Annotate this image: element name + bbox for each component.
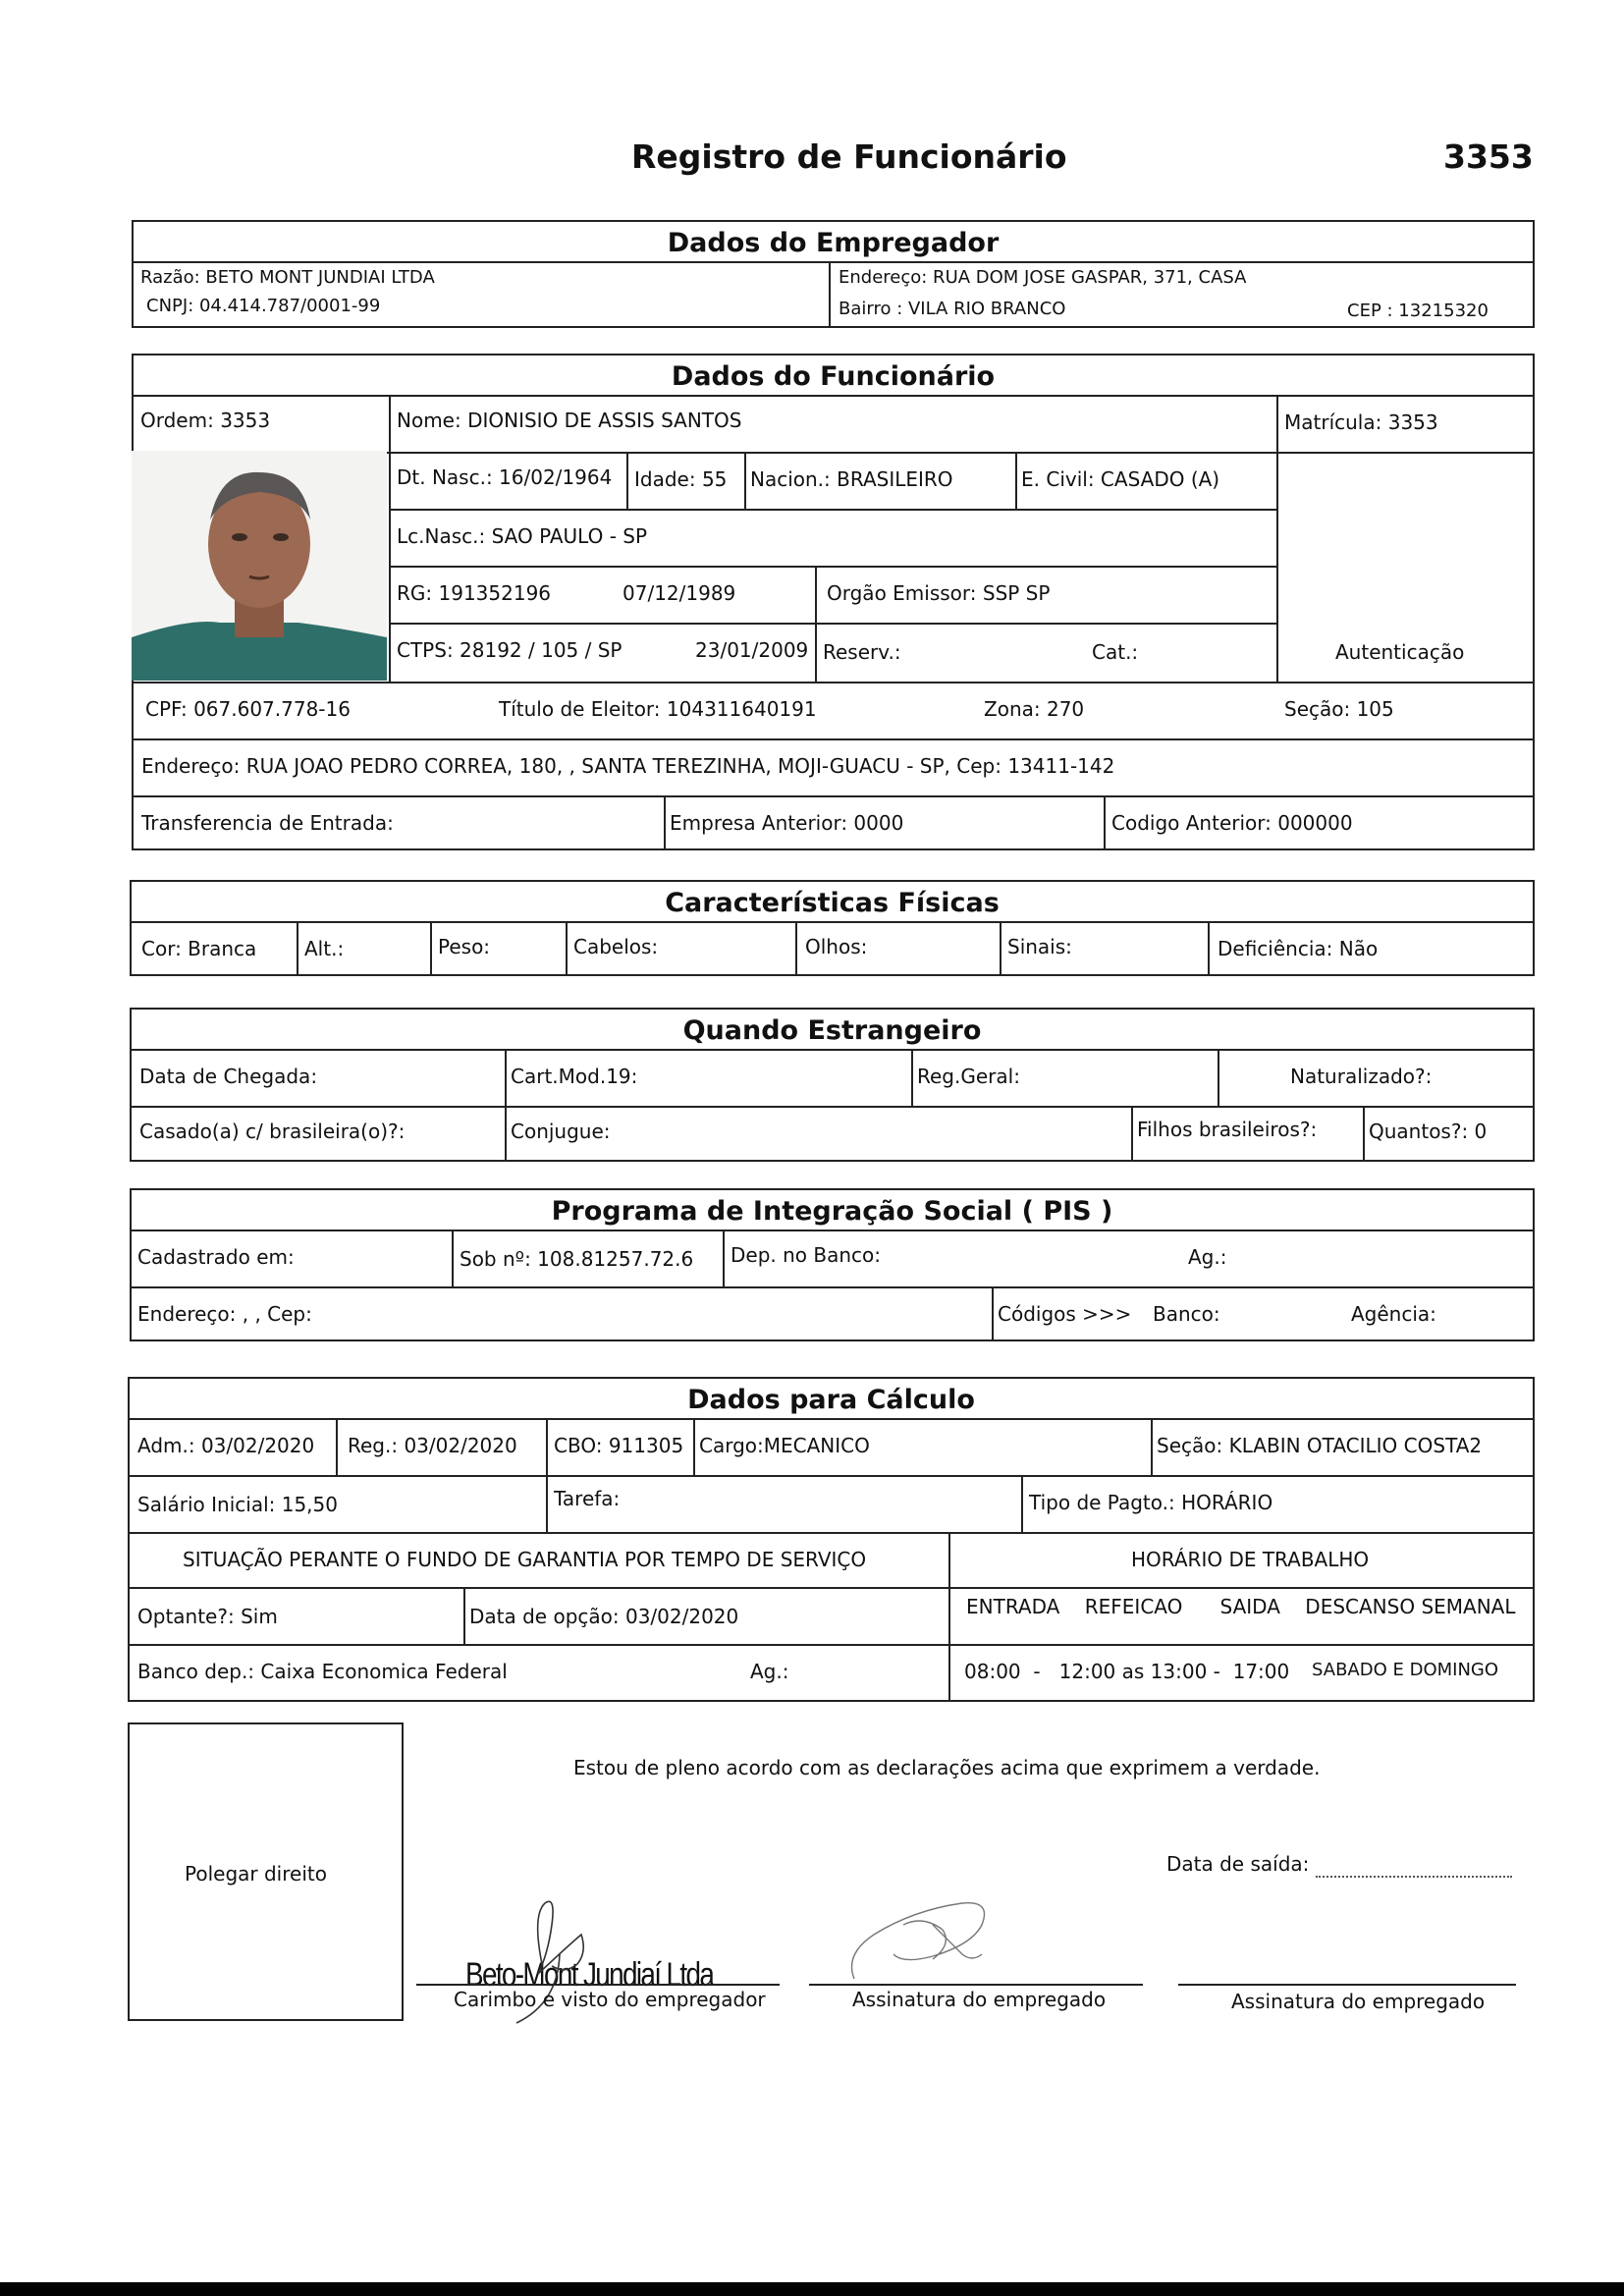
job-title: Cargo:MECANICO — [699, 1434, 870, 1457]
work-section: Seção: KLABIN OTACILIO COSTA2 — [1157, 1434, 1483, 1457]
thumbprint-box — [128, 1722, 404, 2021]
employer-signature-line — [416, 1984, 780, 1986]
schedule-times: 08:00 - 12:00 as 13:00 - 17:00 — [964, 1660, 1290, 1683]
agreement-statement: Estou de pleno acordo com as declarações acima que exprimem a verdade. — [573, 1756, 1321, 1779]
employee-signature-label-1: Assinatura do empregado — [852, 1988, 1107, 2011]
pis-branch: Ag.: — [1188, 1245, 1227, 1269]
skin-color: Cor: Branca — [141, 937, 257, 960]
pis-number: Sob nº: 108.81257.72.6 — [460, 1247, 694, 1271]
disability-field: Deficiência: Não — [1218, 937, 1379, 960]
physical-section — [130, 880, 1535, 976]
foreigner-section-title: Quando Estrangeiro — [682, 1015, 982, 1046]
brazilian-children: Filhos brasileiros?: — [1137, 1118, 1318, 1141]
employee-birthdate: Dt. Nasc.: 16/02/1964 — [397, 465, 613, 489]
employee-ctps: CTPS: 28192 / 105 / SP — [397, 638, 623, 662]
previous-company: Empresa Anterior: 0000 — [670, 811, 904, 835]
foreigner-section — [130, 1008, 1535, 1162]
fgts-title: SITUAÇÃO PERANTE O FUNDO DE GARANTIA POR TEMPO DE SERVIÇO — [183, 1548, 867, 1571]
pis-bank-deposit: Dep. no Banco: — [731, 1243, 882, 1267]
employer-stamp-label: Carimbo e visto do empregador — [454, 1988, 766, 2011]
page-title: Registro de Funcionário — [631, 137, 1067, 176]
employer-cnpj: CNPJ: 04.414.787/0001-99 — [146, 296, 381, 316]
employee-voter-id: Título de Eleitor: 104311640191 — [499, 697, 817, 721]
transfer-entry: Transferencia de Entrada: — [141, 811, 394, 835]
employee-cat: Cat.: — [1092, 640, 1139, 664]
employer-section — [132, 220, 1535, 328]
pis-section-title: Programa de Integração Social ( PIS ) — [551, 1196, 1113, 1227]
arrival-date: Data de Chegada: — [139, 1065, 318, 1088]
scan-border — [0, 2282, 1624, 2296]
employee-issuer: Orgão Emissor: SSP SP — [827, 581, 1051, 605]
employee-signature — [835, 1886, 1031, 1994]
eyes-field: Olhos: — [805, 935, 868, 958]
registration-date: Reg.: 03/02/2020 — [348, 1434, 517, 1457]
employee-nationality: Nacion.: BRASILEIRO — [750, 467, 953, 491]
pis-registered-on: Cadastrado em: — [137, 1245, 295, 1269]
employee-civil-status: E. Civil: CASADO (A) — [1021, 467, 1220, 491]
payment-type: Tipo de Pagto.: HORÁRIO — [1029, 1491, 1273, 1514]
employee-section-number: Seção: 105 — [1284, 697, 1394, 721]
registration-number: 3353 — [1443, 137, 1534, 176]
pis-bank: Banco: — [1153, 1302, 1220, 1326]
marks-field: Sinais: — [1007, 935, 1072, 958]
weekly-rest: SABADO E DOMINGO — [1312, 1660, 1499, 1680]
employee-name: Nome: DIONISIO DE ASSIS SANTOS — [397, 409, 742, 432]
employee-rg-date: 07/12/1989 — [623, 581, 736, 605]
fgts-bank: Banco dep.: Caixa Economica Federal — [137, 1660, 508, 1683]
employee-rg: RG: 191352196 — [397, 581, 552, 605]
employee-signature-label-2: Assinatura do empregado — [1231, 1990, 1486, 2013]
height-field: Alt.: — [304, 937, 345, 960]
employee-birthplace: Lc.Nasc.: SAO PAULO - SP — [397, 524, 648, 548]
employee-photo — [132, 451, 387, 681]
employee-cpf: CPF: 067.607.778-16 — [145, 697, 351, 721]
physical-section-title: Características Físicas — [665, 888, 1000, 918]
employer-razao: Razão: BETO MONT JUNDIAI LTDA — [140, 267, 435, 288]
company-stamp: Beto-Mont Jundiaí Ltda — [465, 1956, 714, 1994]
naturalized: Naturalizado?: — [1290, 1065, 1433, 1088]
employer-address: Endereço: RUA DOM JOSE GASPAR, 371, CASA — [839, 267, 1247, 288]
fgts-option-date: Data de opção: 03/02/2020 — [469, 1605, 739, 1628]
employer-bairro: Bairro : VILA RIO BRANCO — [839, 299, 1066, 319]
weight-field: Peso: — [438, 935, 491, 958]
exit-date-line — [1316, 1876, 1512, 1878]
authentication-label: Autenticação — [1335, 640, 1465, 664]
schedule-columns: ENTRADA REFEICAO SAIDA DESCANSO SEMANAL — [966, 1595, 1516, 1618]
previous-code: Codigo Anterior: 000000 — [1111, 811, 1353, 835]
fgts-optant: Optante?: Sim — [137, 1605, 278, 1628]
initial-salary: Salário Inicial: 15,50 — [137, 1493, 338, 1516]
married-to-brazilian: Casado(a) c/ brasileira(o)?: — [139, 1120, 406, 1143]
employee-reserv: Reserv.: — [823, 640, 901, 664]
calculation-section-title: Dados para Cálculo — [687, 1385, 975, 1415]
pis-agency: Agência: — [1351, 1302, 1436, 1326]
employee-signature-line-2 — [1178, 1984, 1516, 1986]
employee-matricula: Matrícula: 3353 — [1284, 410, 1438, 434]
task-field: Tarefa: — [554, 1487, 621, 1510]
cart-mod-19: Cart.Mod.19: — [511, 1065, 638, 1088]
employee-ordem: Ordem: 3353 — [140, 409, 271, 432]
fgts-branch: Ag.: — [750, 1660, 789, 1683]
children-count: Quantos?: 0 — [1369, 1120, 1488, 1143]
calculation-section — [128, 1377, 1535, 1702]
hair-field: Cabelos: — [573, 935, 659, 958]
general-registry: Reg.Geral: — [917, 1065, 1020, 1088]
employee-address: Endereço: RUA JOAO PEDRO CORREA, 180, , SANTA TEREZINHA, MOJI-GUACU - SP, Cep: 13411-142 — [141, 754, 1115, 778]
work-schedule-title: HORÁRIO DE TRABALHO — [1131, 1548, 1370, 1571]
employer-cep: CEP : 13215320 — [1347, 301, 1489, 321]
spouse: Conjugue: — [511, 1120, 611, 1143]
pis-codes: Códigos >>> — [998, 1302, 1132, 1326]
employee-zone: Zona: 270 — [984, 697, 1085, 721]
employee-section-title: Dados do Funcionário — [671, 361, 996, 392]
pis-address: Endereço: , , Cep: — [137, 1302, 312, 1326]
employer-section-title: Dados do Empregador — [667, 228, 1000, 258]
exit-date-label: Data de saída: — [1166, 1852, 1310, 1876]
cbo-code: CBO: 911305 — [554, 1434, 684, 1457]
pis-section — [130, 1188, 1535, 1341]
employee-age: Idade: 55 — [634, 467, 728, 491]
thumbprint-label: Polegar direito — [185, 1862, 327, 1886]
employer-signature — [491, 1895, 648, 2033]
employee-ctps-date: 23/01/2009 — [695, 638, 809, 662]
employee-signature-line-1 — [809, 1984, 1143, 1986]
admission-date: Adm.: 03/02/2020 — [137, 1434, 315, 1457]
